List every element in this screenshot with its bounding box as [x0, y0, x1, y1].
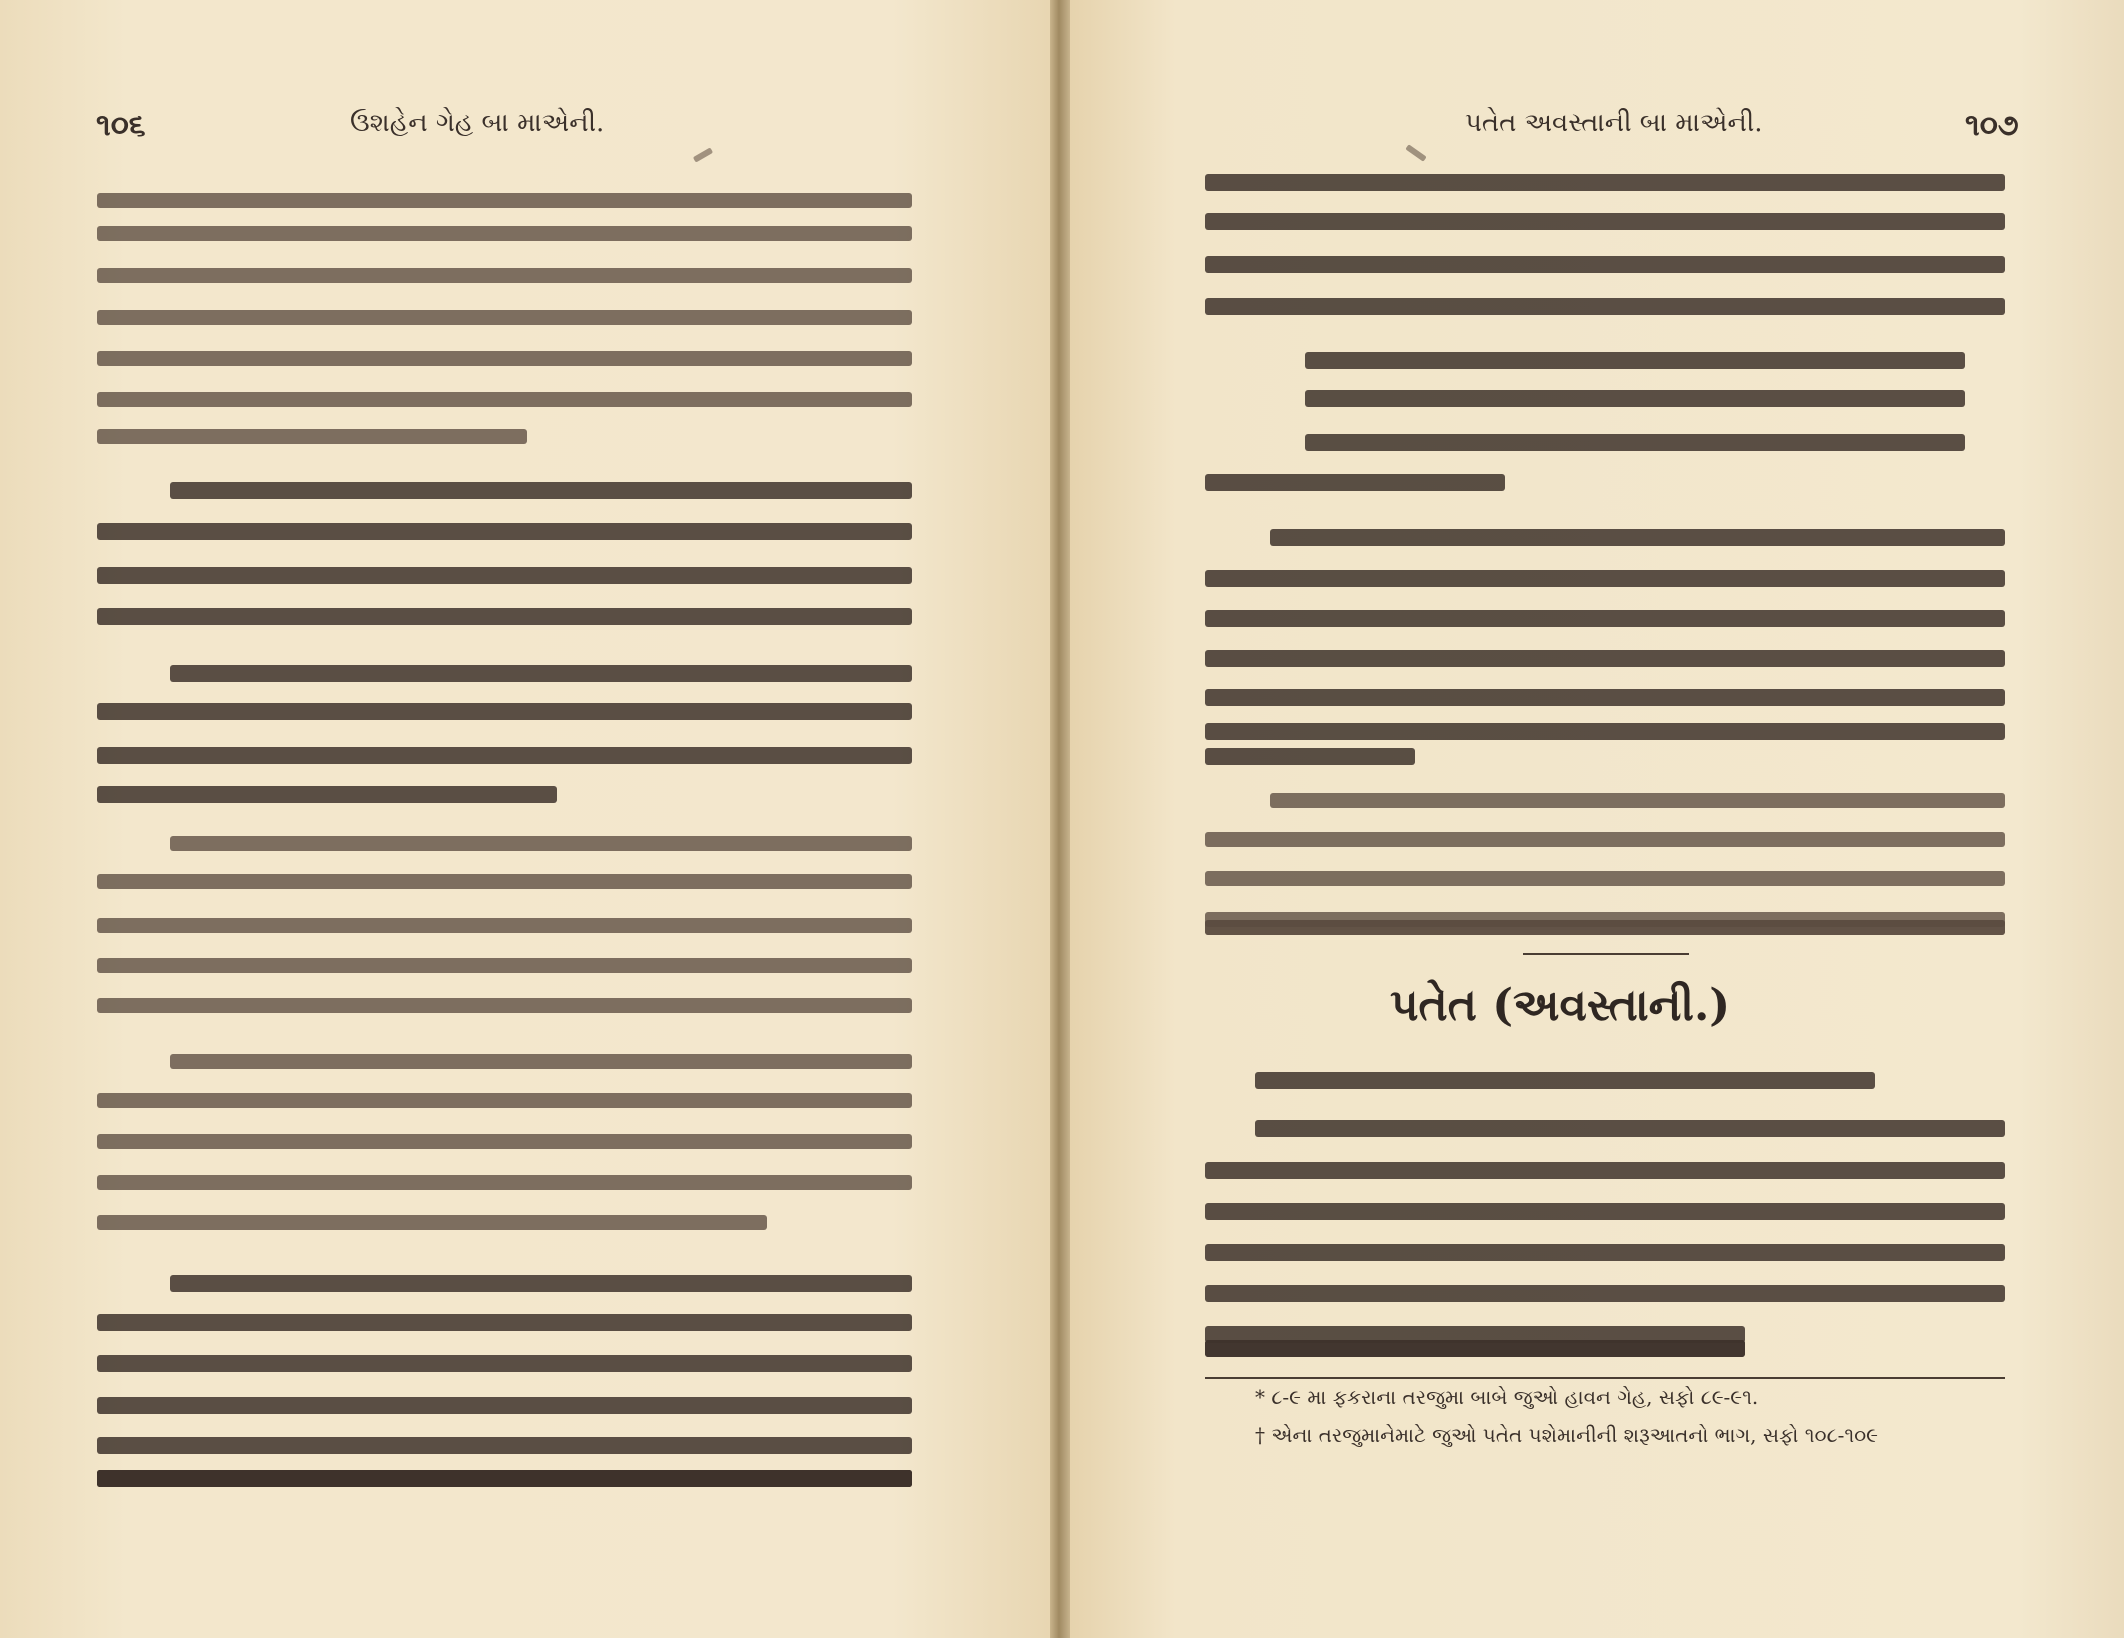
- text-line: [1205, 298, 2005, 315]
- left-page-number: ૧૦૬: [96, 108, 146, 143]
- footnote-rule: [1205, 1377, 2005, 1379]
- text-line: [1305, 390, 1965, 407]
- footnote: † એના તરજુમાનેમાટે જુઓ પતેત પશેમાનીની શરૂઆતનો ભાગ, સફો ૧૦૮-૧૦૯: [1255, 1423, 1879, 1447]
- text-line: [1205, 474, 1505, 491]
- text-line: [1205, 570, 2005, 587]
- text-line: [1205, 871, 2005, 886]
- text-line: [1270, 529, 2005, 546]
- text-line: [1205, 723, 2005, 740]
- section-divider-rule: [1523, 953, 1689, 955]
- text-line: [1205, 1244, 2005, 1261]
- text-line: [1205, 832, 2005, 847]
- text-line: [1205, 256, 2005, 273]
- text-line: [1255, 1120, 2005, 1137]
- text-line: [1205, 1162, 2005, 1179]
- text-line: [1205, 748, 1415, 765]
- text-line: [1205, 650, 2005, 667]
- text-line: [1205, 1285, 2005, 1302]
- text-line: [1205, 1340, 1745, 1357]
- text-line: [1270, 793, 2005, 808]
- text-line: [1255, 1072, 1875, 1089]
- text-line: [1305, 352, 1965, 369]
- text-line: [1305, 434, 1965, 451]
- text-line: [1205, 1203, 2005, 1220]
- text-line: [1205, 213, 2005, 230]
- text-line: [1205, 920, 2005, 935]
- text-line: [1205, 610, 2005, 627]
- right-page-number: ૧૦૭: [1965, 108, 2019, 143]
- section-title: પતેત (અવસ્તાની.): [1390, 980, 1731, 1031]
- text-line: [1205, 174, 2005, 191]
- footnote: * ૮-૯ મા ફકરાના તરજુમા બાબે જુઓ હાવન ગેહ, સફો ૮૯-૯૧.: [1255, 1385, 1759, 1409]
- text-line: [1205, 689, 2005, 706]
- right-running-head: પતેત અવસ્તાની બા માએની.: [1465, 108, 1763, 138]
- left-running-head: ઉશહેન ગેહ બા માએની.: [350, 108, 605, 138]
